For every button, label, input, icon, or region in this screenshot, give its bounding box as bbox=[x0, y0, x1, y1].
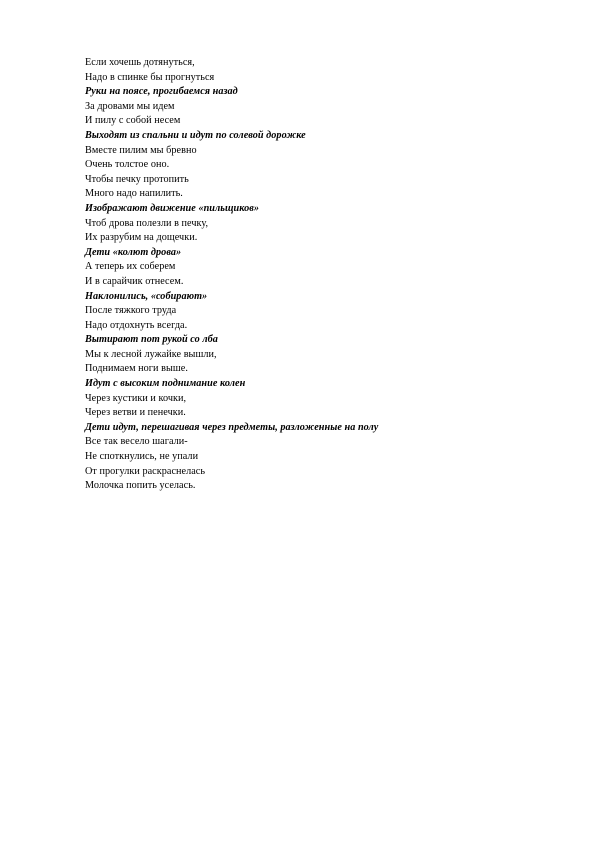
verse-line: Надо в спинке бы прогнуться bbox=[85, 71, 215, 83]
verse-line: А теперь их соберем bbox=[85, 261, 176, 273]
verse-line: И пилу с собой несем bbox=[85, 115, 181, 127]
verse-line: И в сарайчик отнесем. bbox=[85, 275, 184, 287]
stage-direction: Дети «колют дрова» bbox=[85, 246, 182, 258]
stage-direction: Дети идут, перешагивая через предметы, разложенные на полу bbox=[85, 421, 379, 433]
verse-line: Вместе пилим мы бревно bbox=[85, 144, 197, 156]
verse-line: Через ветви и пенечки. bbox=[85, 407, 186, 419]
verse-line: Много надо напилить. bbox=[85, 188, 183, 200]
verse-line: Все так весело шагали- bbox=[85, 436, 188, 448]
verse-line: Чтобы печку протопить bbox=[85, 173, 189, 185]
verse-line: Чтоб дрова полезли в печку, bbox=[85, 217, 209, 229]
verse-line: Поднимаем ноги выше. bbox=[85, 363, 188, 375]
verse-line: Мы к лесной лужайке вышли, bbox=[85, 348, 217, 360]
stage-direction: Идут с высоким поднимание колен bbox=[85, 378, 246, 390]
verse-line: Молочка попить уселась. bbox=[85, 480, 196, 492]
verse-line: Если хочешь дотянуться, bbox=[85, 57, 195, 68]
verse-line: После тяжкого труда bbox=[85, 305, 177, 317]
stage-direction: Вытирают пот рукой со лба bbox=[85, 334, 218, 346]
stage-direction: Руки на поясе, прогибаемся назад bbox=[85, 86, 238, 98]
stage-direction: Изображают движение «пильщиков» bbox=[85, 202, 259, 214]
stage-direction: Выходят из спальни и идут по солевой дорожке bbox=[85, 129, 306, 141]
verse-line: От прогулки раскраснелась bbox=[85, 465, 206, 477]
poem-text-block bbox=[85, 56, 555, 494]
verse-line: Через кустики и кочки, bbox=[85, 392, 187, 404]
verse-line: Не споткнулись, не упали bbox=[85, 451, 199, 463]
verse-line: Надо отдохнуть всегда. bbox=[85, 319, 188, 331]
verse-line: Очень толстое оно. bbox=[85, 159, 170, 171]
verse-line: Их разрубим на дощечки. bbox=[85, 232, 198, 244]
stage-direction: Наклонились, «собирают» bbox=[85, 290, 208, 302]
verse-line: За дровами мы идем bbox=[85, 100, 175, 112]
